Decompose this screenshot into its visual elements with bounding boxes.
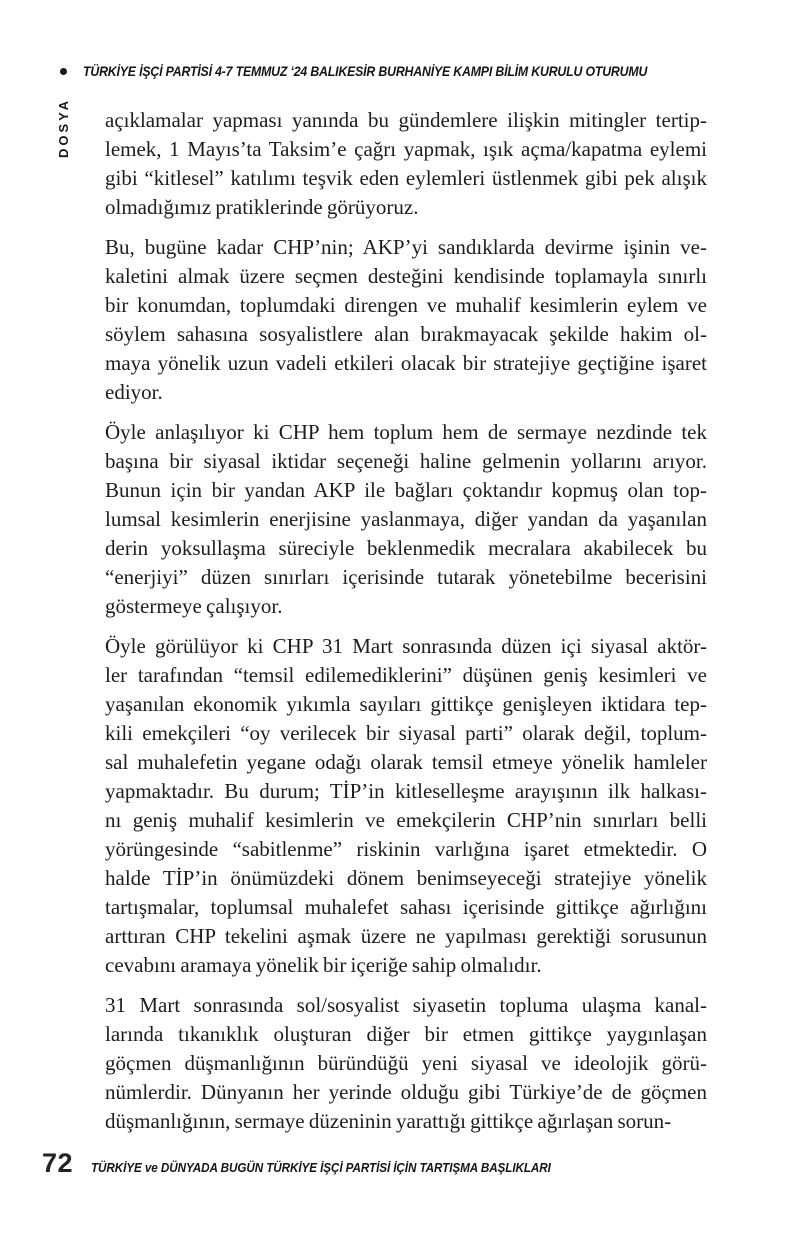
text-line: söylem sahasına sosyalistlere alan bırakmayacak şekilde hakim ol- (105, 322, 707, 346)
text-line: bir konumdan, toplumdaki direngen ve muhalif kesimlerin eylem ve (105, 293, 707, 317)
text-line: göstermeye çalışıyor. (105, 594, 283, 618)
text-line: larında tıkanıklık oluşturan diğer bir etmen gittikçe yaygınlaşan (105, 1022, 707, 1046)
text-line: yaşanılan ekonomik yıkımla sayıları gittikçe genişleyen iktidara tep- (105, 692, 707, 716)
footer-title: TÜRKİYE ve DÜNYADA BUGÜN TÜRKİYE İŞÇİ PARTİSİ İÇİN TARTIŞMA BAŞLIKLARI (91, 1160, 551, 1175)
text-line: lemek, 1 Mayıs’ta Taksim’e çağrı yapmak, ışık açma/kapatma eylemi (105, 137, 707, 161)
text-line: ediyor. (105, 380, 163, 404)
text-line: cevabını aramaya yönelik bir içeriğe sahip olmalıdır. (105, 953, 542, 977)
paragraph (105, 632, 707, 980)
text-line: 31 Mart sonrasında sol/sosyalist siyasetin topluma ulaşma kanal- (105, 993, 707, 1017)
text-line: açıklamalar yapması yanında bu gündemlere ilişkin mitingler tertip- (105, 108, 707, 132)
text-line: nümlerdir. Dünyanın her yerinde olduğu gibi Türkiye’de de göçmen (105, 1080, 707, 1104)
text-line: Öyle görülüyor ki CHP 31 Mart sonrasında düzen içi siyasal aktör- (105, 634, 707, 658)
page-footer (42, 1148, 602, 1179)
paragraph (105, 991, 707, 1136)
text-line: “enerjiyi” düzen sınırları içerisinde tutarak yönetebilme becerisini (105, 565, 707, 589)
paragraph (105, 418, 707, 621)
paragraph (105, 106, 707, 222)
text-line: tartışmalar, toplumsal muhalefet sahası içerisinde gittikçe ağırlığını (105, 895, 707, 919)
text-line: düşmanlığının, sermaye düzeninin yarattığı gittikçe ağırlaşan sorun- (105, 1109, 672, 1133)
article-body (105, 106, 707, 1147)
text-line: arttıran CHP tekelini aşmak üzere ne yapılması gerektiği sorusunun (105, 924, 707, 948)
text-line: kaletini almak üzere seçmen desteğini kendisinde toplamayla sınırlı (105, 264, 707, 288)
text-line: kili emekçileri “oy verilecek bir siyasal parti” olarak değil, toplum- (105, 721, 707, 745)
text-line: gibi “kitlesel” katılımı teşvik eden eylemleri üstlenmek gibi pek alışık (105, 166, 707, 190)
text-line: halde TİP’in önümüzdeki dönem benimseyeceği stratejiye yönelik (105, 866, 707, 890)
paragraph (105, 233, 707, 407)
text-line: göçmen düşmanlığının büründüğü yeni siyasal ve ideolojik görü- (105, 1051, 707, 1075)
running-header-title: TÜRKİYE İŞÇİ PARTİSİ 4-7 TEMMUZ ‘24 BALIKESİR BURHANİYE KAMPI BİLİM KURULU OTURUMU (83, 63, 648, 79)
text-line: olmadığımız pratiklerinde görüyoruz. (105, 195, 419, 219)
text-line: yapmaktadır. Bu durum; TİP’in kitleselleşme arayışının ilk halkası- (105, 779, 707, 803)
text-line: başına bir siyasal iktidar seçeneği haline gelmenin yollarını arıyor. (105, 449, 707, 473)
text-line: lumsal kesimlerin enerjisine yaslanmaya, diğer yandan da yaşanılan (105, 507, 707, 531)
text-line: yörüngesinde “sabitlenme” riskinin varlığına işaret etmektedir. O (105, 837, 707, 861)
text-line: sal muhalefetin yegane odağı olarak temsil etmeye yönelik hamleler (105, 750, 707, 774)
text-line: ler tarafından “temsil edilemediklerini” düşünen geniş kesimleri ve (105, 663, 707, 687)
section-label-vertical: DOSYA (56, 97, 71, 159)
bullet-icon (60, 68, 67, 75)
running-header (60, 63, 724, 80)
text-line: Bunun için bir yandan AKP ile bağları çoktandır kopmuş olan top- (105, 478, 707, 502)
text-line: Bu, bugüne kadar CHP’nin; AKP’yi sandıklarda devirme işinin ve- (105, 235, 707, 259)
page-number: 72 (42, 1148, 74, 1178)
text-line: maya yönelik uzun vadeli etkileri olacak bir stratejiye geçtiğine işaret (105, 351, 707, 375)
text-line: Öyle anlaşılıyor ki CHP hem toplum hem de sermaye nezdinde tek (105, 420, 707, 444)
text-line: derin yoksullaşma süreciyle beklenmedik mecralara akabilecek bu (105, 536, 707, 560)
text-line: nı geniş muhalif kesimlerin ve emekçilerin CHP’nin sınırları belli (105, 808, 707, 832)
